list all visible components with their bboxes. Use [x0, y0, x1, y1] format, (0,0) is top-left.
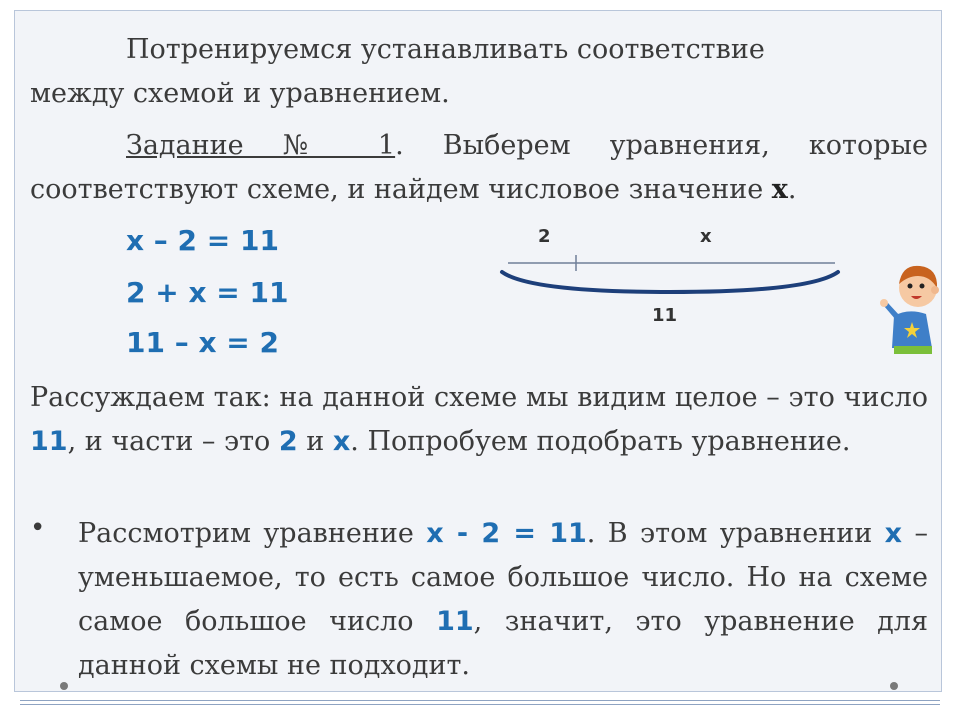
reasoning-text-1: Рассуждаем так: на данной схеме мы видим целое – это число: [30, 382, 928, 413]
equation-3: 11 – х = 2: [126, 326, 279, 359]
reasoning-paragraph: [30, 376, 928, 464]
bullet-paragraph: [78, 512, 928, 688]
reasoning-text-2: , и части – это: [67, 426, 279, 457]
scheme-whole-label: 11: [652, 305, 678, 326]
reasoning-number-whole: 11: [30, 426, 68, 457]
intro-paragraph: [30, 28, 928, 116]
task-end: .: [787, 174, 797, 205]
corner-dot-left: [60, 682, 68, 690]
equation-1: х – 2 = 11: [126, 224, 279, 257]
intro-line-1: Потренируемся устанавливать соответствие: [126, 34, 765, 65]
task-label: Задание № 1: [126, 130, 396, 161]
bullet-text-2: . В этом уравнении: [586, 518, 885, 549]
task-text: . Выберем уравнения, которые соответствуют схеме, и найдем числовое значение: [30, 130, 928, 205]
bullet-text-1: Рассмотрим уравнение: [78, 518, 427, 549]
reasoning-text-4: . Попробуем подобрать уравнение.: [350, 426, 851, 457]
intro-line-2: между схемой и уравнением.: [30, 78, 450, 109]
bottom-rule-1: [20, 700, 940, 701]
task-paragraph: [30, 124, 928, 212]
reasoning-text-3: и: [297, 426, 333, 457]
reasoning-variable: х: [332, 426, 351, 457]
scheme-part-1-label: 2: [538, 226, 551, 247]
scheme-part-2-label: х: [700, 226, 712, 247]
bullet-marker: •: [30, 513, 46, 543]
bottom-rule-2: [20, 704, 940, 705]
corner-dot-right: [890, 682, 898, 690]
boy-illustration: [878, 258, 942, 354]
scheme-whole-arc: [502, 272, 838, 292]
bullet-equation: х - 2 = 11: [426, 518, 587, 549]
bullet-variable: х: [884, 518, 903, 549]
bullet-text-3: – уменьшаемое, то есть самое большое число. Но на схеме самое большое число: [78, 518, 928, 637]
task-variable: х: [771, 174, 788, 205]
reasoning-number-part: 2: [278, 426, 298, 457]
bullet-text-4: , значит, это уравнение для данной схемы не подходит.: [78, 606, 928, 681]
equation-2: 2 + х = 11: [126, 276, 289, 309]
bullet-number: 11: [436, 606, 474, 637]
